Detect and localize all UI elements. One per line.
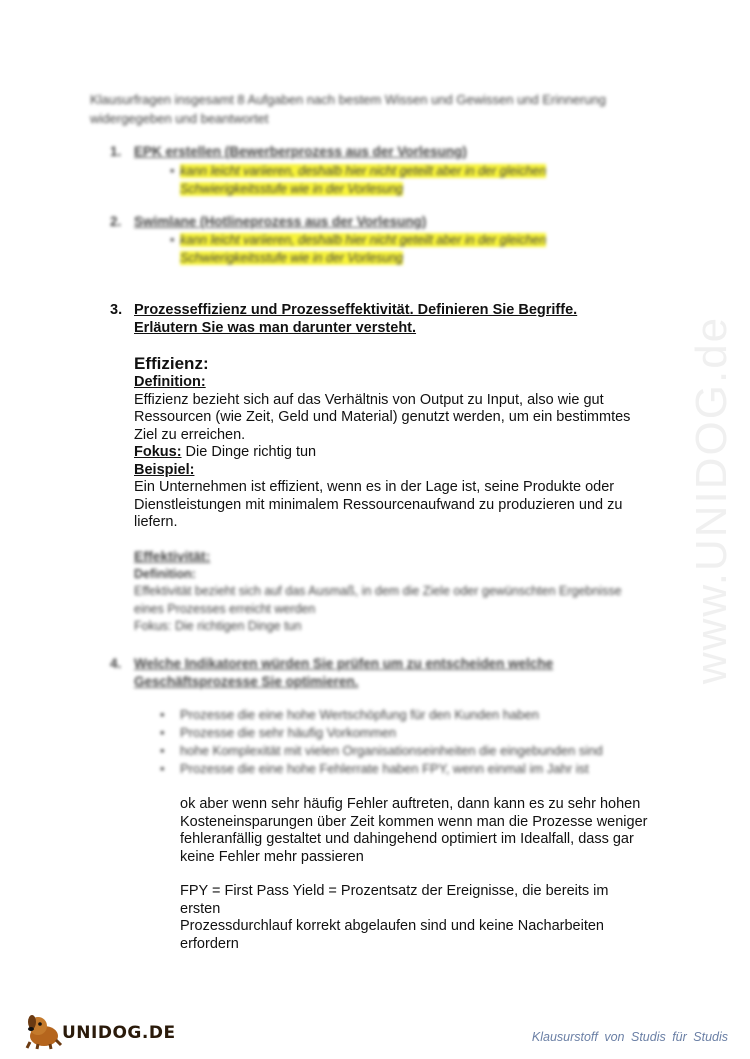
fpy-definition: FPY = First Pass Yield = Prozentsatz der Ereignisse, die bereits im ersten Prozessdurchlauf korrekt abgelaufen sind und keine Nacharbeiten erfordern: [180, 883, 609, 952]
question-3-title-line1: Prozesseffizienz und Prozesseffektivität. Definieren Sie Begriffe.: [134, 302, 578, 318]
question-3-title-line2: Erläutern Sie was man darunter versteht.: [134, 320, 417, 336]
question-1: 1. EPK erstellen (Bewerberprozess aus der Vorlesung): [110, 144, 467, 159]
question-2-title: Swimlane (Hotlineprozess aus der Vorlesung): [134, 214, 427, 229]
bullet-icon: •: [160, 761, 165, 776]
question-4-title-line2: Geschäftsprozesse Sie optimieren.: [134, 674, 359, 689]
bullet-icon: •: [170, 164, 175, 178]
beispiel-label: Beispiel:: [134, 461, 195, 478]
question-1-bullet: • kann leicht variieren, deshalb hier nicht geteilt aber in der gleichen Schwierigkeitsstufe wie in der Vorlesung: [170, 164, 547, 196]
question-2: 2. Swimlane (Hotlineprozess aus der Vorlesung): [110, 214, 427, 229]
effizienz-heading: Effizienz:: [134, 354, 209, 373]
question-4-title-line1: Welche Indikatoren würden Sie prüfen um zu entscheiden welche: [134, 656, 554, 671]
effektivitaet-heading: Effektivität:: [134, 548, 211, 564]
fokus-line: [134, 444, 654, 462]
fokus-label: Fokus:: [134, 444, 182, 460]
bullet-icon: •: [160, 743, 165, 758]
effektivitaet-section: [134, 548, 654, 636]
question-1-title: EPK erstellen (Bewerberprozess aus der Vorlesung): [134, 144, 467, 159]
effektivitaet-definition-label: Definition:: [134, 566, 196, 581]
list-item: • hohe Komplexität mit vielen Organisationseinheiten die eingebunden sind: [160, 743, 603, 758]
effektivitaet-definition-text: Effektivität bezieht sich auf das Ausmaß, in dem die Ziele oder gewünschten Ergebnisse eines Prozesses erreicht werden: [134, 584, 622, 616]
fokus-text: Die Dinge richtig tun: [181, 444, 317, 460]
dog-icon: [24, 1012, 64, 1050]
question-3: 3. Prozesseffizienz und Prozesseffektivität. Definieren Sie Begriffe. Erläutern Sie was man darunter versteht.: [110, 302, 578, 336]
list-item: • Prozesse die eine hohe Fehlerrate haben FPY, wenn einmal im Jahr ist: [160, 761, 589, 776]
list-item: • Prozesse die eine hohe Wertschöpfung für den Kunden haben: [160, 707, 539, 722]
list-item: • Prozesse die sehr häufig Vorkommen: [160, 725, 397, 740]
watermark: www.UNIDOG.de: [687, 315, 736, 685]
footer-tagline: Klausurstoff von Studis für Studis: [531, 1030, 728, 1044]
intro-text: Klausurfragen insgesamt 8 Aufgaben nach bestem Wissen und Gewissen und Erinnerung widergegeben und beantwortet: [90, 92, 606, 126]
question-4: 4. Welche Indikatoren würden Sie prüfen um zu entscheiden welche Geschäftsprozesse Sie optimieren.: [110, 656, 554, 689]
bullet-icon: •: [170, 233, 175, 247]
logo-text: UNIDOG.DE: [62, 1023, 176, 1043]
bullet-icon: •: [160, 725, 165, 740]
definition-label: Definition:: [134, 374, 206, 390]
definition-text: Effizienz bezieht sich auf das Verhältnis von Output zu Input, also wie gut Ressourcen (wie Zeit, Geld und Material) genutzt werden, um ein bestimmtes Ziel zu erreichen.: [134, 391, 631, 443]
indicator-list: [160, 706, 660, 778]
unidog-logo: [24, 1012, 176, 1050]
last-bullet-continuation: ok aber wenn sehr häufig Fehler auftreten, dann kann es zu sehr hohen Kosteneinsparungen über Zeit kommen wenn man die Prozesse weniger fehleranfällig gestaltet und dahingehend optimiert im Idealfall, dass gar keine Fehler mehr passieren: [180, 796, 648, 865]
effektivitaet-fokus: Fokus: Die richtigen Dinge tun: [134, 619, 302, 633]
question-2-bullet: • kann leicht variieren, deshalb hier nicht geteilt aber in der gleichen Schwierigkeitsstufe wie in der Vorlesung: [170, 233, 547, 265]
beispiel-text: Ein Unternehmen ist effizient, wenn es in der Lage ist, seine Produkte oder Dienstleistungen mit minimalem Ressourcenaufwand zu produzieren und zu liefern.: [134, 479, 623, 530]
bullet-icon: •: [160, 707, 165, 722]
effizienz-section: [134, 354, 654, 532]
